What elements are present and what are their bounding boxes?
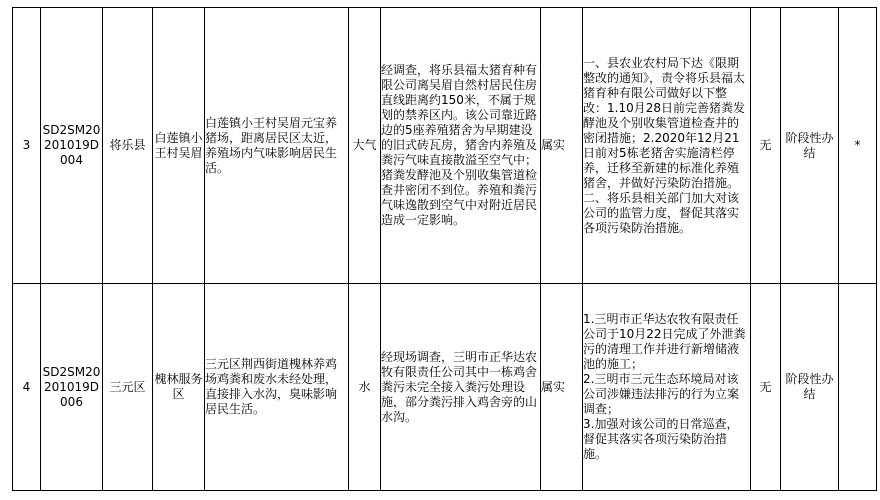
case-status: 阶段性办结 <box>781 284 839 491</box>
table-row <box>13 8 877 284</box>
rectification-actions: 1.三明市正华达农牧有限责任公司于10月22日完成了外泄粪污的清理工作并进行新增储液池的施工； 2.三明市三元生态环境局对该公司涉嫌违法排污的行为立案调查； 3.加强对该公司的日常巡查，督促其落实各项污染防治措施。 <box>583 284 751 491</box>
complaint-content: 三元区荆西街道槐林养鸡场鸡粪和废水未经处理，直接排入水沟，臭味影响居民生活。 <box>205 284 349 491</box>
pollution-type: 水 <box>349 284 381 491</box>
county: 三元区 <box>103 284 153 491</box>
case-status: 阶段性办结 <box>781 8 839 284</box>
case-code: SD2SM20201019D004 <box>41 8 103 284</box>
investigation-finding: 经调查，将乐县福太猪育种有限公司离吴眉自然村居民住房直线距离约150米，不属于规划的禁养区内。该公司靠近路边的5座养殖猪舍为早期建设的旧式砖瓦房，猪舍内养殖及粪污气味直接散溢至空气中；猪粪发酵池及个别收集管道检查井密闭不到位。养殖和粪污气味逸散到空气中对附近居民造成一定影响。 <box>381 8 541 284</box>
complaint-table <box>12 7 877 491</box>
accountability: 无 <box>751 8 781 284</box>
case-code: SD2SM20201019D006 <box>41 284 103 491</box>
accountability: 无 <box>751 284 781 491</box>
table-row <box>13 284 877 491</box>
pollution-type: 大气 <box>349 8 381 284</box>
rectification-actions: 一、县农业农村局下达《限期整改的通知》，责令将乐县福太猪育种有限公司做好以下整改：1.10月28日前完善猪粪发酵池及个别收集管道检查井的密闭措施；2.2020年12月21日前对5栋老猪舍实施清栏停养，迁移至新建的标准化养殖猪舍，并做好污染防治措施。 二、将乐县相关部门加大对该公司的监管力度，督促其落实各项污染防治措施。 <box>583 8 751 284</box>
verification-result: 属实 <box>541 284 583 491</box>
row-number: 4 <box>13 284 41 491</box>
mark: * <box>839 8 877 284</box>
place: 槐林服务区 <box>153 284 205 491</box>
row-number: 3 <box>13 8 41 284</box>
complaint-content: 白莲镇小王村吴眉元宝养猪场，距离居民区太近，养殖场内气味影响居民生活。 <box>205 8 349 284</box>
county: 将乐县 <box>103 8 153 284</box>
investigation-finding: 经现场调查，三明市正华达农牧有限责任公司其中一栋鸡舍粪污未完全接入粪污处理设施，部分粪污排入鸡舍旁的山水沟。 <box>381 284 541 491</box>
mark <box>839 284 877 491</box>
place: 白莲镇小王村吴眉 <box>153 8 205 284</box>
verification-result: 属实 <box>541 8 583 284</box>
